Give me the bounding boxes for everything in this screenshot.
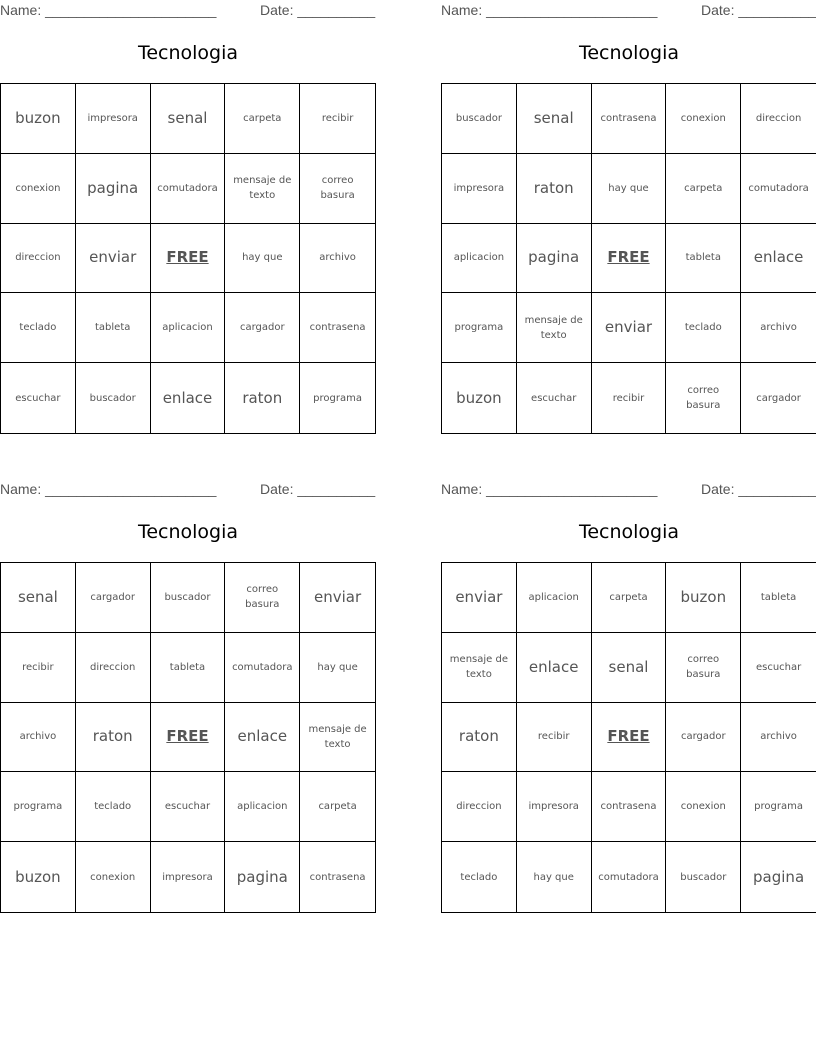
bingo-cell: enviar bbox=[592, 293, 667, 363]
bingo-cell: direccion bbox=[1, 224, 76, 294]
bingo-cell: correo basura bbox=[225, 563, 300, 633]
bingo-cell: raton bbox=[442, 703, 517, 773]
bingo-cell: raton bbox=[517, 154, 592, 224]
bingo-cell: programa bbox=[442, 293, 517, 363]
bingo-cell: hay que bbox=[592, 154, 667, 224]
bingo-cell: mensaje de texto bbox=[300, 703, 375, 773]
card-title: Tecnologia bbox=[137, 521, 239, 543]
bingo-cell: impresora bbox=[76, 84, 151, 154]
bingo-grid bbox=[0, 83, 376, 434]
bingo-cell: contrasena bbox=[592, 84, 667, 154]
bingo-cell: enlace bbox=[517, 633, 592, 703]
bingo-cell: teclado bbox=[76, 772, 151, 842]
bingo-cell: impresora bbox=[442, 154, 517, 224]
free-space-cell: FREE bbox=[151, 703, 226, 773]
bingo-cell: pagina bbox=[76, 154, 151, 224]
bingo-cell: recibir bbox=[592, 363, 667, 433]
bingo-grid bbox=[441, 562, 816, 913]
bingo-cell: recibir bbox=[517, 703, 592, 773]
bingo-cell: direccion bbox=[442, 772, 517, 842]
bingo-cell: conexion bbox=[666, 84, 741, 154]
bingo-cell: contrasena bbox=[592, 772, 667, 842]
bingo-cell: aplicacion bbox=[151, 293, 226, 363]
bingo-cell: carpeta bbox=[225, 84, 300, 154]
bingo-cell: tableta bbox=[741, 563, 816, 633]
bingo-cell: pagina bbox=[225, 842, 300, 912]
bingo-cell: comutadora bbox=[151, 154, 226, 224]
bingo-cell: cargador bbox=[225, 293, 300, 363]
bingo-cell: comutadora bbox=[225, 633, 300, 703]
bingo-cell: hay que bbox=[225, 224, 300, 294]
bingo-cell: aplicacion bbox=[517, 563, 592, 633]
bingo-cell: raton bbox=[76, 703, 151, 773]
bingo-card-1 bbox=[0, 0, 376, 432]
bingo-cell: programa bbox=[741, 772, 816, 842]
bingo-cell: recibir bbox=[1, 633, 76, 703]
bingo-cell: archivo bbox=[300, 224, 375, 294]
bingo-cell: enlace bbox=[225, 703, 300, 773]
bingo-cell: buscador bbox=[151, 563, 226, 633]
bingo-cell: impresora bbox=[517, 772, 592, 842]
date-field: Date: __________ bbox=[260, 2, 376, 18]
card-title: Tecnologia bbox=[578, 521, 680, 543]
bingo-cell: recibir bbox=[300, 84, 375, 154]
bingo-cell: enviar bbox=[442, 563, 517, 633]
bingo-cell: hay que bbox=[300, 633, 375, 703]
bingo-grid bbox=[0, 562, 376, 913]
bingo-cell: correo basura bbox=[666, 363, 741, 433]
bingo-cell: archivo bbox=[741, 293, 816, 363]
bingo-cell: carpeta bbox=[666, 154, 741, 224]
bingo-cell: archivo bbox=[741, 703, 816, 773]
bingo-cell: conexion bbox=[1, 154, 76, 224]
bingo-cell: buscador bbox=[666, 842, 741, 912]
bingo-cell: escuchar bbox=[151, 772, 226, 842]
bingo-cell: buscador bbox=[442, 84, 517, 154]
card-title: Tecnologia bbox=[578, 42, 680, 64]
bingo-cell: correo basura bbox=[300, 154, 375, 224]
bingo-cell: direccion bbox=[76, 633, 151, 703]
bingo-cell: comutadora bbox=[741, 154, 816, 224]
bingo-cell: carpeta bbox=[592, 563, 667, 633]
bingo-cell: teclado bbox=[666, 293, 741, 363]
bingo-cell: buzon bbox=[1, 842, 76, 912]
bingo-cell: escuchar bbox=[741, 633, 816, 703]
bingo-cell: pagina bbox=[753, 867, 805, 886]
bingo-cell: tableta bbox=[76, 293, 151, 363]
free-space-cell: FREE bbox=[592, 224, 667, 294]
bingo-cell: cargador bbox=[756, 392, 801, 404]
bingo-cell: escuchar bbox=[517, 363, 592, 433]
bingo-cell: impresora bbox=[151, 842, 226, 912]
bingo-cell: enlace bbox=[741, 224, 816, 294]
bingo-cell: escuchar bbox=[1, 363, 76, 433]
bingo-cell: senal bbox=[151, 84, 226, 154]
card-title: Tecnologia bbox=[137, 42, 239, 64]
bingo-cell: hay que bbox=[517, 842, 592, 912]
name-field: Name: ______________________ bbox=[441, 2, 658, 18]
card-header bbox=[0, 0, 376, 20]
free-space-cell: FREE bbox=[151, 224, 226, 294]
bingo-cell: senal bbox=[592, 633, 667, 703]
bingo-cell: contrasena bbox=[309, 871, 366, 883]
bingo-cell: programa bbox=[1, 772, 76, 842]
bingo-cell: senal bbox=[1, 563, 76, 633]
bingo-cell: mensaje de texto bbox=[225, 154, 300, 224]
bingo-cell: buzon bbox=[442, 363, 517, 433]
name-field: Name: ______________________ bbox=[0, 2, 217, 18]
bingo-cell: buzon bbox=[1, 84, 76, 154]
bingo-cell: raton bbox=[225, 363, 300, 433]
bingo-card-4 bbox=[441, 479, 816, 911]
bingo-grid bbox=[441, 83, 816, 434]
bingo-cell: aplicacion bbox=[225, 772, 300, 842]
bingo-cell: buzon bbox=[666, 563, 741, 633]
bingo-cell: direccion bbox=[741, 84, 816, 154]
bingo-cell: teclado bbox=[442, 842, 517, 912]
card-header bbox=[441, 479, 816, 499]
bingo-cell: conexion bbox=[666, 772, 741, 842]
card-header bbox=[441, 0, 816, 20]
date-field: Date: __________ bbox=[260, 481, 376, 497]
bingo-cell: conexion bbox=[76, 842, 151, 912]
bingo-cell: programa bbox=[313, 392, 362, 404]
free-space-cell: FREE bbox=[592, 703, 667, 773]
bingo-cell: senal bbox=[517, 84, 592, 154]
bingo-cell: buscador bbox=[76, 363, 151, 433]
bingo-cell: enlace bbox=[151, 363, 226, 433]
bingo-card-3 bbox=[0, 479, 376, 911]
bingo-cell: pagina bbox=[517, 224, 592, 294]
date-field: Date: __________ bbox=[701, 2, 816, 18]
name-field: Name: ______________________ bbox=[0, 481, 217, 497]
bingo-cell: tableta bbox=[151, 633, 226, 703]
bingo-cell: correo basura bbox=[666, 633, 741, 703]
bingo-cell: enviar bbox=[300, 563, 375, 633]
bingo-card-2 bbox=[441, 0, 816, 432]
bingo-cell: archivo bbox=[1, 703, 76, 773]
date-field: Date: __________ bbox=[701, 481, 816, 497]
bingo-cell: aplicacion bbox=[442, 224, 517, 294]
bingo-cell: teclado bbox=[1, 293, 76, 363]
name-field: Name: ______________________ bbox=[441, 481, 658, 497]
bingo-cell: mensaje de texto bbox=[517, 293, 592, 363]
bingo-cell: contrasena bbox=[300, 293, 375, 363]
bingo-cell: cargador bbox=[76, 563, 151, 633]
bingo-cell: comutadora bbox=[592, 842, 667, 912]
bingo-cell: cargador bbox=[666, 703, 741, 773]
bingo-cell: enviar bbox=[76, 224, 151, 294]
card-header bbox=[0, 479, 376, 499]
bingo-cell: mensaje de texto bbox=[442, 633, 517, 703]
bingo-cell: carpeta bbox=[300, 772, 375, 842]
bingo-cell: tableta bbox=[666, 224, 741, 294]
